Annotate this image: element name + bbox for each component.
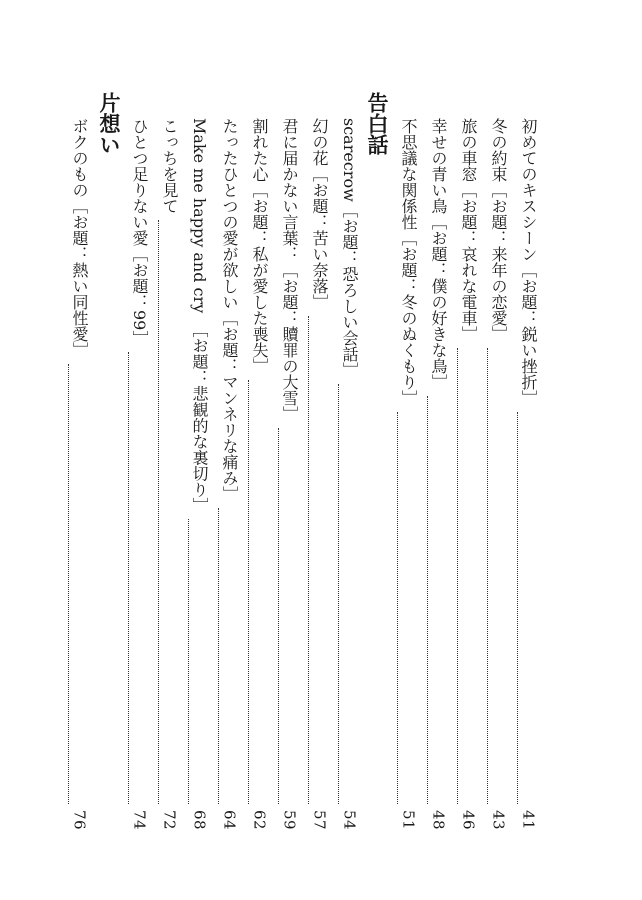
dot-leader xyxy=(188,519,211,804)
dot-leader xyxy=(68,364,91,804)
entry-page-number: 43 xyxy=(489,809,508,830)
entry-title: scarecrow［お題：恐ろしい会話］ xyxy=(340,118,359,378)
entry-title: 幻の花［お題：苦い奈落］ xyxy=(310,118,329,310)
entry-page-number: 76 xyxy=(70,809,89,830)
dot-leader xyxy=(427,396,450,804)
entry-page-number: 72 xyxy=(160,809,179,830)
toc-entry xyxy=(338,118,361,830)
dot-leader xyxy=(128,352,151,804)
entry-title: たったひとつの愛が欲しい［お題：マンネリな痛み］ xyxy=(220,118,239,502)
dot-leader xyxy=(517,412,540,804)
entry-page-number: 41 xyxy=(519,809,538,830)
entry-title: 割れた心［お題：私が愛した喪失］ xyxy=(250,118,269,374)
dot-leader xyxy=(308,316,331,804)
entry-page-number: 64 xyxy=(220,809,239,830)
entry-title: 初めてのキスシーン［お題：鋭い挫折］ xyxy=(519,118,538,406)
dot-leader xyxy=(338,384,361,804)
section-heading: 告白話 xyxy=(365,92,390,155)
entry-title: こっちを見て xyxy=(160,118,179,214)
dot-leader xyxy=(278,428,301,804)
toc-entry xyxy=(487,118,510,830)
dot-leader xyxy=(248,380,271,804)
entry-title: Make me happy and cry ［お題：悲観的な裏切り］ xyxy=(190,118,209,514)
toc-entry xyxy=(68,118,91,830)
toc-entry xyxy=(188,118,211,830)
entry-page-number: 46 xyxy=(459,809,478,830)
toc-entry xyxy=(308,118,331,830)
entry-title: 旅の車窓［お題：哀れな電車］ xyxy=(459,118,478,342)
dot-leader xyxy=(218,508,241,804)
section-heading: 片想い xyxy=(97,92,122,155)
entry-page-number: 74 xyxy=(130,809,149,830)
entry-page-number: 62 xyxy=(250,809,269,830)
entry-page-number: 51 xyxy=(399,809,418,830)
entry-title: ひとつ足りない愛［お題：99］ xyxy=(130,118,149,347)
entry-page-number: 48 xyxy=(429,809,448,830)
entry-title: 幸せの青い鳥［お題：僕の好きな鳥］ xyxy=(429,118,448,390)
toc-entry xyxy=(517,118,540,830)
toc-entry xyxy=(248,118,271,830)
toc-entry xyxy=(278,118,301,830)
toc-entry xyxy=(457,118,480,830)
dot-leader xyxy=(457,348,480,804)
toc-entry xyxy=(158,118,181,830)
entry-title: 君に届かない言葉：［お題：贖罪の大雪］ xyxy=(280,118,299,422)
toc-entry xyxy=(128,118,151,830)
entry-title: 冬の約束［お題：来年の恋愛］ xyxy=(489,118,508,342)
entry-page-number: 57 xyxy=(310,809,329,830)
entry-page-number: 59 xyxy=(280,809,299,830)
toc-entry xyxy=(218,118,241,830)
entry-title: ボクのもの［お題：熱い同性愛］ xyxy=(70,118,89,358)
entry-page-number: 54 xyxy=(340,809,359,830)
entry-page-number: 68 xyxy=(190,809,209,830)
dot-leader xyxy=(158,220,181,804)
dot-leader xyxy=(487,348,510,804)
toc-entry xyxy=(397,118,420,830)
toc-entry xyxy=(427,118,450,830)
dot-leader xyxy=(397,412,420,804)
entry-title: 不思議な関係性［お題：冬のぬくもり］ xyxy=(399,118,418,406)
